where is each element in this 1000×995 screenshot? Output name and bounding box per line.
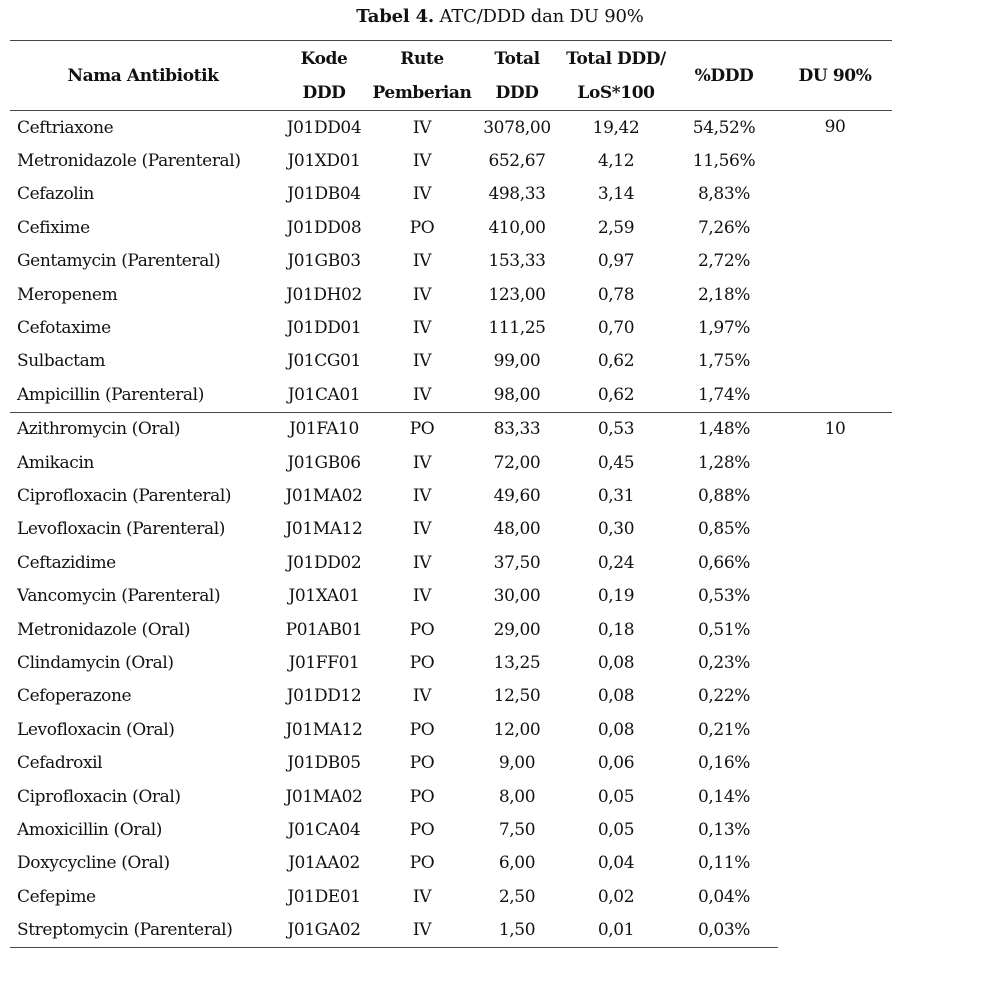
cell-route: PO (409, 217, 435, 238)
cell-antibiotic-name: Cefepime (17, 886, 96, 907)
cell-ddd-code: J01MA12 (285, 519, 363, 540)
cell-route: IV (412, 552, 432, 573)
header-name: Nama Antibiotik (10, 41, 276, 111)
cell-ddd-per-los: 0,19 (597, 586, 635, 607)
cell-ddd-code: J01XD01 (287, 151, 361, 172)
cell-route: IV (412, 452, 432, 473)
table-row (10, 412, 892, 446)
cell-total-ddd: 29,00 (493, 619, 541, 640)
table-row (10, 378, 892, 412)
table-row (10, 546, 892, 579)
cell-pct-ddd: 0,51% (697, 619, 750, 640)
cell-ddd-code: J01AA02 (288, 853, 360, 874)
header-total-line2: DDD (472, 76, 562, 111)
table-row (10, 713, 892, 746)
cell-antibiotic-name: Amoxicillin (Oral) (17, 819, 162, 840)
table-row (10, 780, 892, 813)
table-row (10, 813, 892, 846)
table-row (10, 680, 892, 713)
cell-total-ddd: 12,00 (493, 719, 541, 740)
cell-pct-ddd: 0,11% (697, 853, 750, 874)
table-row (10, 111, 892, 145)
cell-ddd-per-los: 4,12 (597, 151, 635, 172)
cell-ddd-code: J01CA04 (287, 819, 361, 840)
cell-route: IV (412, 384, 432, 405)
cell-du-group: 10 (778, 412, 892, 947)
cell-route: PO (409, 786, 435, 807)
header-code-line1: Kode (276, 41, 372, 77)
cell-total-ddd: 83,33 (472, 412, 562, 446)
cell-ddd-code: J01DD12 (286, 686, 362, 707)
cell-pct-ddd: 0,03% (670, 913, 778, 947)
cell-total-ddd: 30,00 (493, 586, 541, 607)
cell-antibiotic-name: Levofloxacin (Parenteral) (17, 519, 225, 540)
cell-ddd-per-los: 2,59 (597, 217, 635, 238)
header-total-line1: Total (472, 41, 562, 77)
cell-pct-ddd: 1,48% (670, 412, 778, 446)
cell-ddd-code: J01FF01 (288, 652, 360, 673)
cell-ddd-code: J01CG01 (287, 351, 361, 372)
cell-ddd-per-los: 3,14 (597, 184, 635, 205)
cell-ddd-per-los: 0,70 (597, 318, 635, 339)
cell-ddd-code: J01GA02 (276, 913, 372, 947)
cell-ddd-per-los: 0,30 (597, 519, 635, 540)
table-header (10, 41, 892, 111)
table-row (10, 345, 892, 378)
cell-antibiotic-name: Clindamycin (Oral) (17, 652, 174, 673)
cell-pct-ddd: 11,56% (692, 151, 756, 172)
cell-route: PO (409, 853, 435, 874)
cell-ddd-code: J01MA02 (285, 786, 363, 807)
cell-ddd-per-los: 0,31 (597, 485, 635, 506)
cell-pct-ddd: 0,04% (697, 886, 750, 907)
cell-antibiotic-name: Metronidazole (Parenteral) (17, 151, 241, 172)
cell-route: IV (412, 184, 432, 205)
cell-ddd-per-los: 0,62 (597, 351, 635, 372)
cell-ddd-code: J01GB06 (287, 452, 361, 473)
cell-ddd-code: J01DE01 (287, 886, 361, 907)
cell-ddd-code: J01DB05 (287, 753, 361, 774)
cell-antibiotic-name: Vancomycin (Parenteral) (17, 586, 221, 607)
header-route-line2: Pemberian (372, 76, 472, 111)
cell-total-ddd: 13,25 (493, 652, 541, 673)
cell-route: PO (409, 652, 435, 673)
table-row (10, 613, 892, 646)
cell-antibiotic-name: Ampicillin (Parenteral) (17, 384, 204, 405)
cell-pct-ddd: 0,66% (697, 552, 750, 573)
cell-pct-ddd: 0,21% (697, 719, 750, 740)
cell-total-ddd: 2,50 (498, 886, 536, 907)
cell-ddd-per-los: 0,05 (597, 786, 635, 807)
cell-antibiotic-name: Sulbactam (17, 351, 106, 372)
cell-antibiotic-name: Gentamycin (Parenteral) (17, 251, 221, 272)
cell-route: PO (409, 819, 435, 840)
cell-antibiotic-name: Ciprofloxacin (Oral) (17, 786, 181, 807)
cell-route: IV (412, 251, 432, 272)
cell-ddd-per-los: 0,06 (597, 753, 635, 774)
cell-ddd-per-los: 0,18 (597, 619, 635, 640)
cell-total-ddd: 8,00 (498, 786, 536, 807)
cell-antibiotic-name: Ceftazidime (17, 552, 116, 573)
cell-antibiotic-name: Cefixime (17, 217, 90, 238)
cell-antibiotic-name: Cefazolin (17, 184, 94, 205)
header-pct: %DDD (670, 41, 778, 111)
cell-route: IV (412, 151, 432, 172)
cell-route: IV (412, 351, 432, 372)
cell-ddd-per-los: 0,24 (597, 552, 635, 573)
atc-ddd-table (10, 40, 892, 948)
cell-total-ddd: 3078,00 (483, 117, 551, 138)
cell-route: IV (412, 586, 432, 607)
cell-ddd-per-los: 0,78 (597, 284, 635, 305)
cell-pct-ddd: 1,97% (697, 318, 750, 339)
cell-antibiotic-name: Cefoperazone (17, 686, 132, 707)
cell-ddd-code: J01GB03 (287, 251, 361, 272)
cell-route: IV (412, 485, 432, 506)
cell-pct-ddd: 7,26% (697, 217, 750, 238)
cell-route: IV (412, 284, 432, 305)
cell-antibiotic-name: Ciprofloxacin (Parenteral) (17, 485, 232, 506)
cell-ddd-per-los: 0,53 (562, 412, 670, 446)
cell-route: IV (412, 117, 432, 138)
cell-ddd-code: J01DH02 (286, 284, 362, 305)
cell-ddd-code: J01DD04 (286, 117, 362, 138)
cell-total-ddd: 1,50 (472, 913, 562, 947)
cell-antibiotic-name: Amikacin (17, 452, 94, 473)
cell-pct-ddd: 0,13% (697, 819, 750, 840)
cell-ddd-per-los: 0,08 (597, 652, 635, 673)
cell-pct-ddd: 0,22% (697, 686, 750, 707)
cell-pct-ddd: 0,14% (697, 786, 750, 807)
cell-route: IV (412, 886, 432, 907)
header-route-line1: Rute (372, 41, 472, 77)
header-los-line1: Total DDD/ (562, 41, 670, 77)
cell-ddd-code: J01MA12 (285, 719, 363, 740)
table-row (10, 446, 892, 479)
table-row (10, 913, 892, 947)
cell-ddd-per-los: 19,42 (592, 117, 640, 138)
table-row (10, 746, 892, 779)
cell-antibiotic-name: Levofloxacin (Oral) (17, 719, 175, 740)
cell-total-ddd: 652,67 (488, 151, 546, 172)
table-row (10, 847, 892, 880)
header-los-line2: LoS*100 (562, 76, 670, 111)
table-row (10, 479, 892, 512)
table-row (10, 513, 892, 546)
cell-pct-ddd: 0,88% (697, 485, 750, 506)
cell-du-group: 90 (824, 117, 846, 137)
cell-total-ddd: 48,00 (493, 519, 541, 540)
cell-total-ddd: 153,33 (488, 251, 546, 272)
header-du: DU 90% (778, 41, 892, 111)
cell-ddd-code: J01DD01 (286, 318, 362, 339)
cell-ddd-code: J01DD02 (286, 552, 362, 573)
cell-ddd-per-los: 0,08 (597, 719, 635, 740)
cell-total-ddd: 410,00 (488, 217, 546, 238)
cell-ddd-code: J01FA10 (276, 412, 372, 446)
table-row (10, 144, 892, 177)
table-row (10, 278, 892, 311)
caption-title: ATC/DDD dan DU 90% (439, 6, 644, 27)
cell-antibiotic-name: Ceftriaxone (17, 117, 114, 138)
cell-ddd-code: J01CA01 (287, 384, 361, 405)
cell-route: PO (409, 753, 435, 774)
cell-antibiotic-name: Meropenem (17, 284, 118, 305)
cell-total-ddd: 123,00 (488, 284, 546, 305)
cell-total-ddd: 99,00 (493, 351, 541, 372)
table-row (10, 579, 892, 612)
cell-antibiotic-name: Metronidazole (Oral) (17, 619, 191, 640)
cell-pct-ddd: 0,16% (697, 753, 750, 774)
cell-total-ddd: 111,25 (488, 318, 546, 339)
cell-ddd-code: P01AB01 (285, 619, 363, 640)
table-row (10, 311, 892, 344)
cell-total-ddd: 498,33 (488, 184, 546, 205)
cell-route: IV (412, 519, 432, 540)
cell-ddd-code: J01DD08 (286, 217, 362, 238)
cell-pct-ddd: 8,83% (697, 184, 750, 205)
cell-ddd-per-los: 0,04 (597, 853, 635, 874)
cell-ddd-per-los: 0,62 (597, 384, 635, 405)
cell-total-ddd: 98,00 (493, 384, 541, 405)
cell-route: PO (372, 412, 472, 446)
cell-total-ddd: 49,60 (493, 485, 541, 506)
cell-total-ddd: 72,00 (493, 452, 541, 473)
cell-route: IV (412, 318, 432, 339)
caption-label: Tabel 4. (356, 6, 434, 27)
table-body (10, 111, 892, 948)
table-row (10, 245, 892, 278)
cell-ddd-per-los: 0,02 (597, 886, 635, 907)
cell-pct-ddd: 2,18% (697, 284, 750, 305)
cell-total-ddd: 6,00 (498, 853, 536, 874)
cell-pct-ddd: 54,52% (692, 117, 756, 138)
cell-antibiotic-name: Doxycycline (Oral) (17, 853, 170, 874)
cell-total-ddd: 12,50 (493, 686, 541, 707)
table-row (10, 646, 892, 679)
cell-antibiotic-name: Azithromycin (Oral) (10, 412, 276, 446)
table-row (10, 178, 892, 211)
cell-pct-ddd: 0,23% (697, 652, 750, 673)
cell-pct-ddd: 1,28% (697, 452, 750, 473)
cell-pct-ddd: 2,72% (697, 251, 750, 272)
cell-ddd-code: J01MA02 (285, 485, 363, 506)
cell-route: PO (409, 719, 435, 740)
cell-ddd-per-los: 0,97 (597, 251, 635, 272)
header-code-line2: DDD (276, 76, 372, 111)
table-caption (0, 7, 1000, 27)
cell-antibiotic-name: Cefotaxime (17, 318, 111, 339)
cell-pct-ddd: 0,53% (697, 586, 750, 607)
cell-total-ddd: 7,50 (498, 819, 536, 840)
cell-ddd-per-los: 0,05 (597, 819, 635, 840)
cell-pct-ddd: 0,85% (697, 519, 750, 540)
cell-ddd-per-los: 0,08 (597, 686, 635, 707)
table-row (10, 880, 892, 913)
cell-antibiotic-name: Cefadroxil (17, 753, 103, 774)
cell-ddd-code: J01DB04 (287, 184, 361, 205)
cell-total-ddd: 9,00 (498, 753, 536, 774)
cell-ddd-code: J01XA01 (288, 586, 360, 607)
cell-pct-ddd: 1,75% (697, 351, 750, 372)
cell-route: PO (409, 619, 435, 640)
cell-ddd-per-los: 0,01 (562, 913, 670, 947)
cell-ddd-per-los: 0,45 (597, 452, 635, 473)
table-row (10, 211, 892, 244)
cell-total-ddd: 37,50 (493, 552, 541, 573)
cell-antibiotic-name: Streptomycin (Parenteral) (10, 913, 276, 947)
cell-route: IV (412, 686, 432, 707)
cell-route: IV (372, 913, 472, 947)
cell-pct-ddd: 1,74% (697, 384, 750, 405)
